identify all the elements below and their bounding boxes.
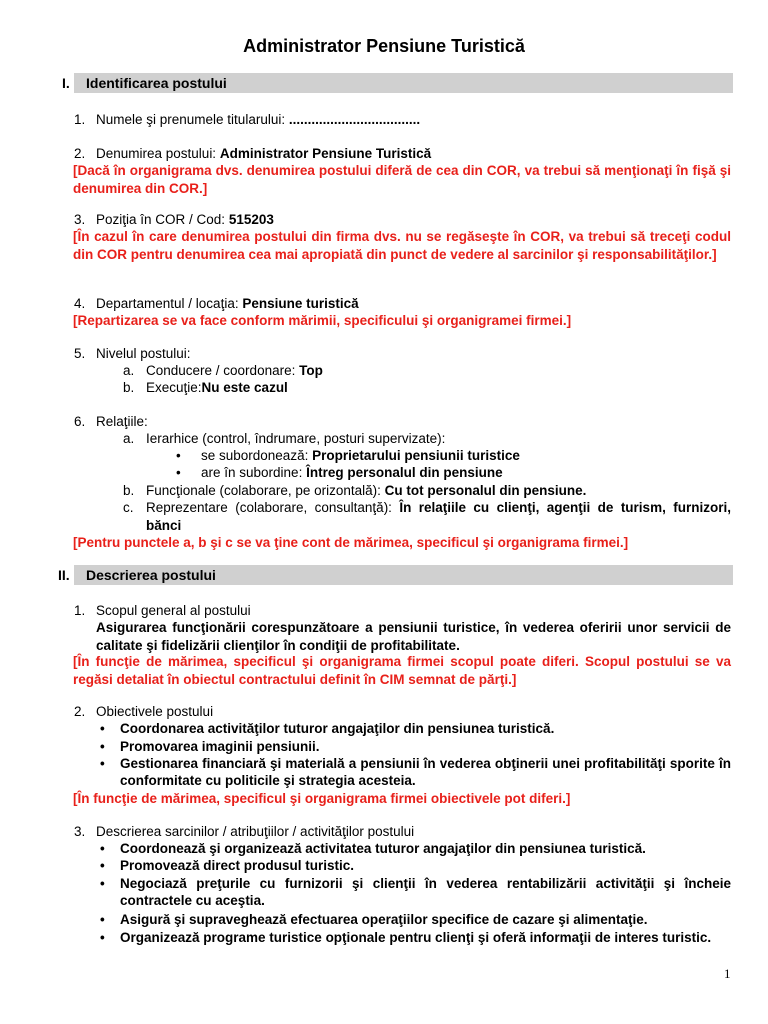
field-reprezentare — [146, 499, 731, 534]
bullet: • — [100, 876, 105, 891]
list-item — [100, 929, 731, 946]
field-value: ................................... — [288, 112, 421, 127]
field-subordine — [201, 464, 503, 481]
field-value: În relaţiile cu clienţi, agenţii de turism, furnizori, bănci — [146, 500, 731, 533]
field-departament — [96, 295, 359, 312]
field-value: Cu tot personalul din pensiune. — [384, 483, 587, 498]
list-item — [100, 840, 731, 857]
document-title: Administrator Pensiune Turistică — [243, 36, 525, 56]
list-item — [100, 911, 731, 928]
field-label: Funcţionale (colaborare, pe orizontală): — [146, 483, 381, 498]
note-scop: [În funcţie de mărimea, specificul şi organigrama firmei scopul poate diferi. Scopul postului se va regăsi detaliat în obiectul contractului definit în CIM semnat de părţi.] — [73, 654, 731, 687]
sub-letter: c. — [123, 500, 134, 515]
field-label: Denumirea postului: — [96, 146, 217, 161]
bullet: • — [176, 448, 181, 463]
note-obiective: [În funcţie de mărimea, specificul şi organigrama firmei obiectivele pot diferi.] — [73, 791, 571, 806]
item-number: 4. — [74, 296, 86, 311]
section-number: I. — [62, 75, 70, 91]
item-number: 2. — [74, 146, 86, 161]
field-label: Numele şi prenumele titularului: — [96, 112, 286, 127]
scop-text: Asigurarea funcţionării corespunzătoare a pensiunii turistice, în vederea oferirii unor servicii de calitate şi fidelizării clienţilor în condiţii de profitabilitate. — [96, 620, 731, 653]
field-label: Reprezentare (colaborare, consultanţă): — [146, 500, 392, 515]
list-item — [100, 738, 731, 755]
page-number: 1 — [724, 966, 731, 981]
item-number: 1. — [74, 112, 86, 127]
list-item-text: Coordonarea activităţilor tuturor angajaţilor din pensiunea turistică. — [120, 721, 555, 736]
item-number: 1. — [74, 603, 86, 618]
bullet: • — [100, 858, 105, 873]
field-ierarhice: Ierarhice (control, îndrumare, posturi supervizate): — [146, 431, 446, 446]
item-number: 2. — [74, 704, 86, 719]
list-item-text: Negociază preţurile cu furnizorii şi clienţii în vederea rentabilizării activităţii şi încheie contractele cu aceştia. — [120, 876, 731, 908]
section-number: II. — [58, 567, 70, 583]
sub-letter: a. — [123, 431, 135, 446]
field-titular — [96, 111, 420, 128]
section-label: Identificarea postului — [86, 75, 227, 91]
field-label: are în subordine: — [201, 465, 303, 480]
field-cor — [96, 211, 274, 228]
note-departament: [Repartizarea se va face conform mărimii, specificului şi organigramei firmei.] — [73, 313, 572, 328]
section-header-identificare — [58, 73, 734, 93]
list-item — [100, 857, 731, 874]
field-value: Proprietarului pensiunii turistice — [312, 448, 520, 463]
list-item-text: Coordonează şi organizează activitatea tuturor angajaţilor din pensiunea turistică. — [120, 841, 646, 856]
bullet: • — [100, 841, 105, 856]
field-denumire — [96, 145, 431, 162]
field-functionale — [146, 482, 586, 499]
item-number: 5. — [74, 346, 86, 361]
field-scop: Scopul general al postului — [96, 603, 251, 618]
section-label: Descrierea postului — [86, 567, 216, 583]
field-obiective: Obiectivele postului — [96, 704, 214, 719]
item-number: 6. — [74, 414, 86, 429]
field-executie — [146, 379, 288, 396]
field-value: Pensiune turistică — [242, 296, 359, 311]
field-sarcini: Descrierea sarcinilor / atribuţiilor / activităţilor postului — [96, 824, 415, 839]
field-label: Execuţie: — [146, 380, 202, 395]
list-item-text: Asigură şi supraveghează efectuarea operaţiilor specifice de cazare şi alimentaţie. — [120, 912, 648, 927]
list-item-text: Promovează direct produsul turistic. — [120, 858, 355, 873]
field-value: Întreg personalul din pensiune — [306, 465, 503, 480]
list-item — [100, 875, 731, 909]
item-number: 3. — [74, 824, 86, 839]
sub-letter: b. — [123, 380, 135, 395]
bullet: • — [100, 721, 105, 736]
field-value: Top — [299, 363, 323, 378]
field-subordoneaza — [201, 447, 520, 464]
bullet: • — [100, 912, 105, 927]
bullet: • — [176, 465, 181, 480]
field-label: Conducere / coordonare: — [146, 363, 296, 378]
bullet: • — [100, 930, 105, 945]
bullet: • — [100, 739, 105, 754]
bullet: • — [100, 756, 105, 771]
list-item-text: Organizează programe turistice opţionale pentru clienţi şi oferă informaţii de interes turistic. — [120, 930, 712, 945]
note-denumire: [Dacă în organigrama dvs. denumirea postului diferă de cea din COR, va trebui să menţionaţi în fişă şi denumirea din COR.] — [73, 163, 731, 196]
field-label: Departamentul / locaţia: — [96, 296, 239, 311]
item-number: 3. — [74, 212, 86, 227]
field-label: se subordonează: — [201, 448, 309, 463]
field-relatii: Relaţiile: — [96, 414, 148, 429]
list-item-text: Gestionarea financiară şi materială a pensiunii în vederea obţinerii unei profitabilităţi sporite în conformitate cu politicile şi strategia acesteia. — [120, 756, 731, 788]
field-label: Poziţia în COR / Cod: — [96, 212, 226, 227]
sub-letter: b. — [123, 483, 135, 498]
sub-letter: a. — [123, 363, 135, 378]
list-item-text: Promovarea imaginii pensiunii. — [120, 739, 320, 754]
section-header-descriere — [58, 565, 734, 585]
note-relatii: [Pentru punctele a, b şi c se va ţine cont de mărimea, specificul şi organigrama firmei.] — [73, 535, 629, 550]
note-cor: [În cazul în care denumirea postului din firma dvs. nu se regăseşte în COR, va trebui să treceţi codul din COR pentru denumirea cea mai apropiată din punct de vedere al sarcinilor şi responsabilităţilor.] — [73, 229, 731, 262]
field-nivel: Nivelul postului: — [96, 346, 191, 361]
field-value: Administrator Pensiune Turistică — [219, 146, 432, 161]
field-value: Nu este cazul — [201, 380, 288, 395]
field-conducere — [146, 362, 323, 379]
list-item — [100, 755, 731, 789]
field-value: 515203 — [228, 212, 274, 227]
list-item — [100, 720, 731, 737]
